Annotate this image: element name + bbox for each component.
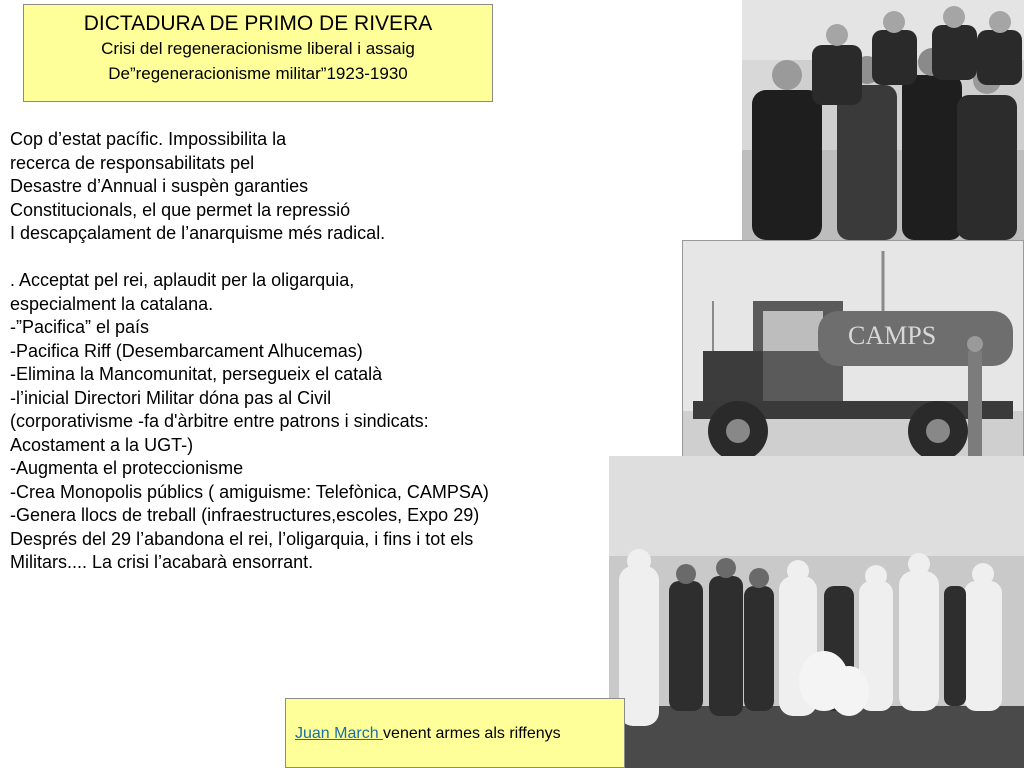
text-line: -”Pacifica” el país: [10, 317, 150, 337]
text-line: -Augmenta el proteccionisme: [10, 458, 244, 478]
text-line: Cop d’estat pacífic. Impossibilita la: [10, 129, 287, 149]
text-line: (corporativisme -fa d'àrbitre entre patrons i sindicats:: [10, 411, 429, 431]
text-line: -Crea Monopolis públics ( amiguisme: Telefònica, CAMPSA): [10, 481, 489, 502]
text-line: -l’inicial Directori Militar dóna pas al Civil: [10, 387, 332, 408]
text-line: Després del 29 l’abandona el rei, l’oligarquia, i fins i tot els: [10, 528, 474, 549]
title-box: [23, 4, 493, 102]
text-line: . Acceptat pel rei, aplaudit per la oligarquia,: [10, 270, 355, 290]
title-subtitle-2: De”regeneracionisme militar”1923-1930: [108, 64, 408, 83]
photo-generals: [742, 0, 1024, 240]
title-subtitle-1: Crisi del regeneracionisme liberal i assaig: [101, 39, 415, 58]
text-line: Militars.... La crisi l’acabarà ensorrant.: [10, 552, 314, 572]
body-text: [10, 128, 630, 575]
text-line: -Genera llocs de treball (infraestructures,escoles, Expo 29): [10, 505, 480, 525]
juan-march-link[interactable]: Juan March: [295, 725, 384, 742]
text-line: -Pacifica Riff (Desembarcament Alhucemas): [10, 340, 363, 361]
caption-box: [285, 698, 625, 768]
text-line: especialment la catalana.: [10, 293, 214, 314]
text-line: Acostament a la UGT-): [10, 434, 194, 455]
photo-riff: [609, 456, 1024, 768]
text-line: Constitucionals, el que permet la repressió: [10, 199, 351, 220]
paragraph-gap: [10, 246, 630, 270]
text-line: -Elimina la Mancomunitat, persegueix el català: [10, 364, 383, 384]
text-line: Desastre d’Annual i suspèn garanties: [10, 176, 309, 196]
caption-text: venent armes als riffenys: [383, 725, 561, 742]
title-main: DICTADURA DE PRIMO DE RIVERA: [83, 12, 433, 35]
truck-sign: CAMPS: [848, 321, 937, 350]
text-line: recerca de responsabilitats pel: [10, 152, 255, 173]
text-line: I descapçalament de l’anarquisme més radical.: [10, 223, 386, 243]
